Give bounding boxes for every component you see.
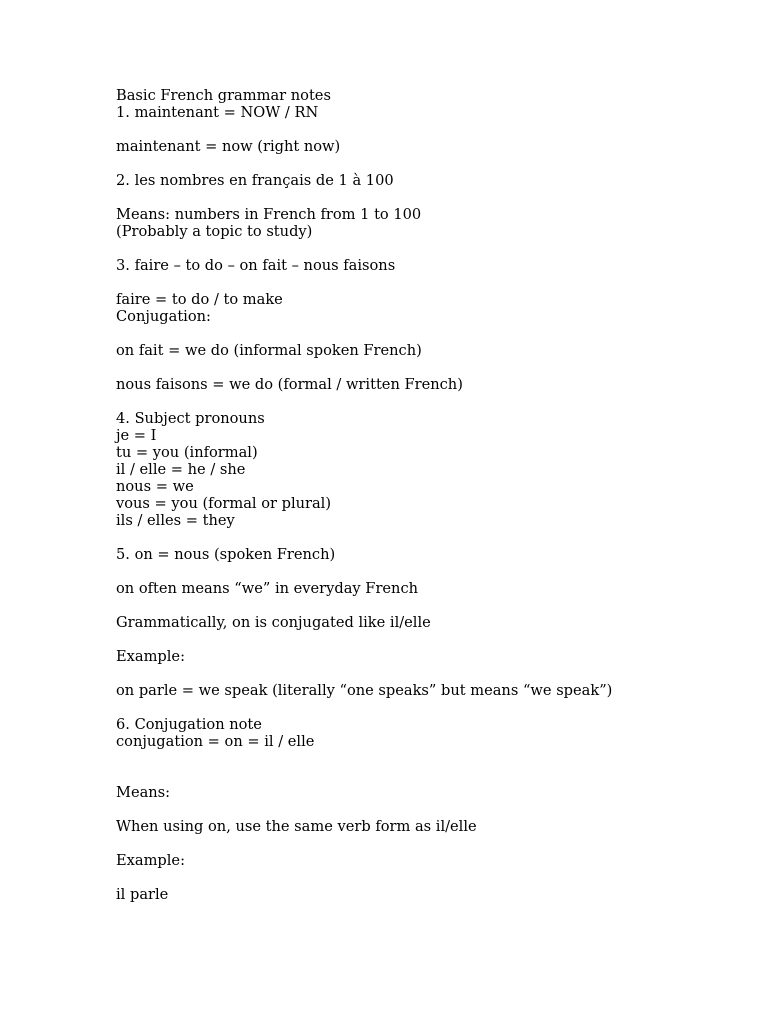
blank-line	[116, 699, 736, 716]
text-line: faire = to do / to make	[116, 291, 283, 308]
pronoun-line: nous = we	[116, 478, 194, 495]
blank-line	[116, 750, 736, 767]
section-heading-4: 4. Subject pronouns	[116, 410, 265, 427]
section-heading-1: 1. maintenant = NOW / RN	[116, 104, 319, 121]
blank-line	[116, 155, 736, 172]
section-heading-6: 6. Conjugation note	[116, 716, 262, 733]
text-line: on often means “we” in everyday French	[116, 580, 419, 597]
text-line: Means:	[116, 784, 171, 801]
blank-line	[116, 189, 736, 206]
pronoun-line: ils / elles = they	[116, 512, 235, 529]
blank-line	[116, 665, 736, 682]
blank-line	[116, 393, 736, 410]
blank-line	[116, 274, 736, 291]
section-heading-5: 5. on = nous (spoken French)	[116, 546, 336, 563]
blank-line	[116, 631, 736, 648]
blank-line	[116, 563, 736, 580]
pronoun-line: vous = you (formal or plural)	[116, 495, 332, 512]
text-line: nous faisons = we do (formal / written French)	[116, 376, 463, 393]
document-title: Basic French grammar notes	[116, 87, 331, 104]
pronoun-line: tu = you (informal)	[116, 444, 258, 461]
blank-line	[116, 325, 736, 342]
document-page	[116, 87, 736, 903]
pronoun-line: il / elle = he / she	[116, 461, 246, 478]
blank-line	[116, 240, 736, 257]
text-line: Example:	[116, 852, 185, 869]
text-line: maintenant = now (right now)	[116, 138, 341, 155]
blank-line	[116, 767, 736, 784]
text-line: Example:	[116, 648, 185, 665]
text-line: Grammatically, on is conjugated like il/elle	[116, 614, 431, 631]
text-line: conjugation = on = il / elle	[116, 733, 315, 750]
text-line: il parle	[116, 886, 169, 903]
blank-line	[116, 359, 736, 376]
blank-line	[116, 835, 736, 852]
text-line: on parle = we speak (literally “one speaks” but means “we speak”)	[116, 682, 613, 699]
section-heading-2: 2. les nombres en français de 1 à 100	[116, 172, 394, 189]
pronoun-line: je = I	[116, 427, 157, 444]
text-line: Conjugation:	[116, 308, 211, 325]
blank-line	[116, 869, 736, 886]
text-line: on fait = we do (informal spoken French)	[116, 342, 422, 359]
section-heading-3: 3. faire – to do – on fait – nous faisons	[116, 257, 396, 274]
text-line: (Probably a topic to study)	[116, 223, 313, 240]
text-line: When using on, use the same verb form as il/elle	[116, 818, 477, 835]
blank-line	[116, 121, 736, 138]
blank-line	[116, 597, 736, 614]
text-line: Means: numbers in French from 1 to 100	[116, 206, 422, 223]
blank-line	[116, 801, 736, 818]
blank-line	[116, 529, 736, 546]
